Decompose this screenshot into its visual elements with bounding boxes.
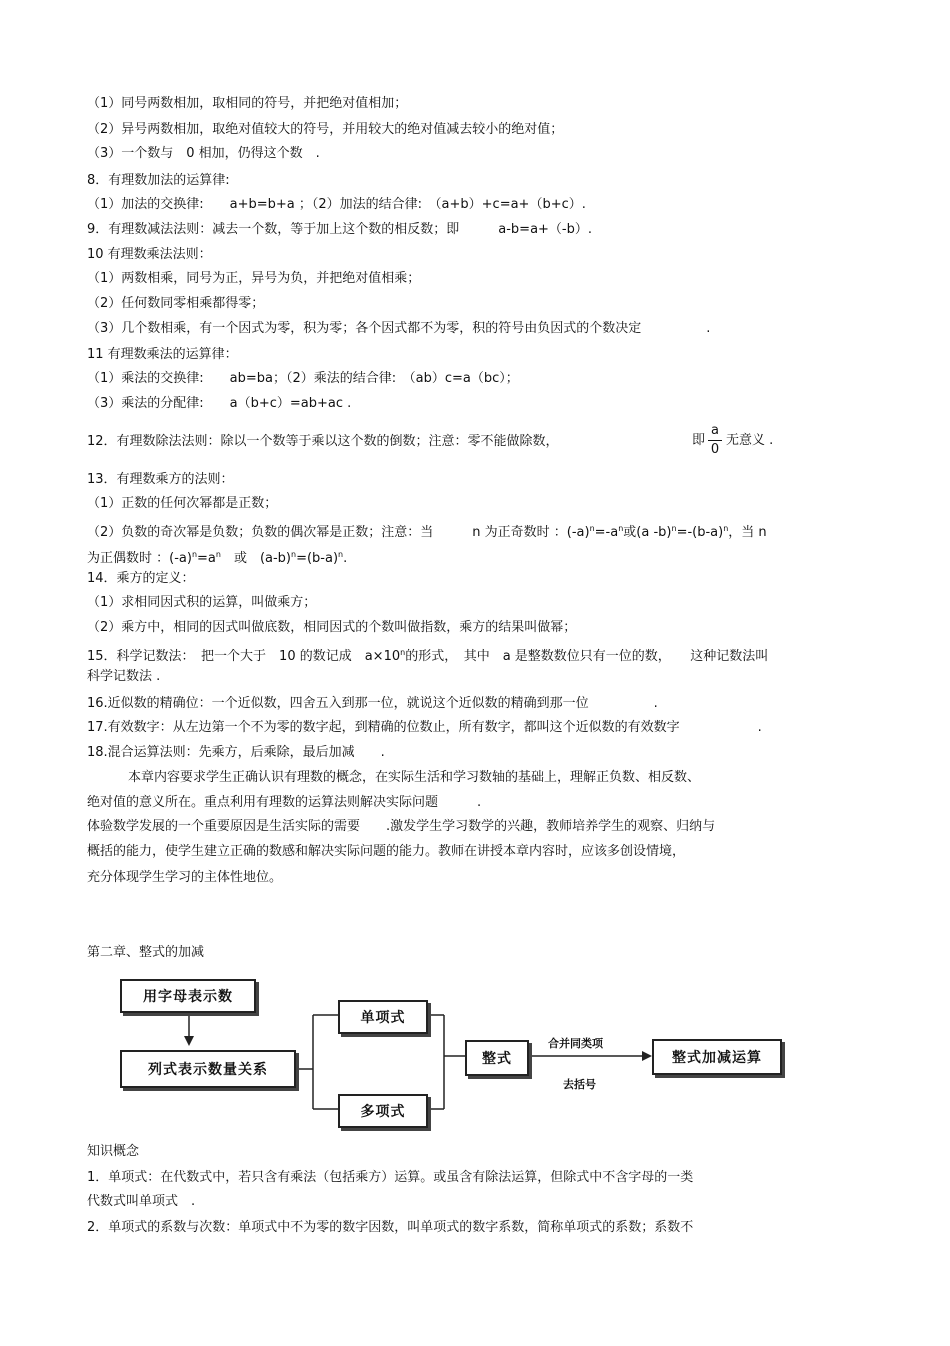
rule-13-heading: 13．有理数乘方的法则： [87,472,234,487]
box-monomial: 单项式 [338,1000,428,1034]
rule-7-2: （2）异号两数相加，取绝对值较大的符号，并用较大的绝对值减去较小的绝对值； [87,122,564,137]
rule-10-2: （2）任何数同零相乘都得零； [87,296,265,311]
exponent: n [618,524,624,533]
fraction-denominator: 0 [710,442,720,457]
exponent: n [400,648,406,657]
box-addition-subtraction: 整式加减运算 [652,1039,782,1075]
exponent: n [215,550,221,559]
rule-8-1: （1）加法的交换律: a+b=b+a ；（2）加法的结合律: （a+b）+c=a+（b+c）. [87,197,586,212]
concept-1-line1: 1．单项式：在代数式中，若只含有乘法（包括乘方）运算。或虽含有除法运算，但除式中不含字母的一类 [87,1170,694,1185]
concept-2-line1: 2．单项式的系数与次数：单项式中不为零的数字因数，叫单项式的数字系数，简称单项式的系数；系数不 [87,1220,694,1235]
rule-10-1: （1）两数相乘，同号为正，异号为负，并把绝对值相乘； [87,271,421,286]
chapter-2-title: 第二章、整式的加减 [87,945,205,960]
rule-8-heading: 8．有理数加法的运算律: [87,173,230,188]
rule-17: 17.有效数字：从左边第一个不为零的数字起，到精确的位数止，所有数字，都叫这个近似数的有效数字 . [87,720,762,735]
rule-12-after: 无意义 . [726,433,774,448]
rule-15-line2: 科学记数法 . [87,669,161,684]
rule-13-1: （1）正数的任何次幂都是正数； [87,496,278,511]
fraction-numerator: a [711,423,719,438]
edge-label-remove-brackets: 去括号 [563,1078,596,1091]
rule-14-2: （2）乘方中，相同的因式叫做底数，相同因式的个数叫做指数，乘方的结果叫做幂； [87,620,577,635]
summary-line-4: 概括的能力，使学生建立正确的数感和解决实际问题的能力。教师在讲授本章内容时，应该多创设情境， [87,844,686,859]
concept-title: 知识概念 [87,1144,140,1159]
rule-14-1: （1）求相同因式积的运算，叫做乘方； [87,595,317,610]
rule-7-1: （1）同号两数相加，取相同的符号，并把绝对值相加； [87,96,408,111]
exponent: n [291,550,297,559]
rule-12: 12．有理数除法法则：除以一个数等于乘以这个数的倒数；注意：零不能做除数， [87,434,559,449]
rule-12-ji: 即 [692,433,706,448]
summary-line-2: 绝对值的意义所在。重点利用有理数的运算法则解决实际问题 . [87,795,482,810]
text: =(b-a) [296,551,339,566]
text: （2）负数的奇次幂是负数；负数的偶次幂是正数；注意：当 n 为正奇数时 ：(-a) [87,525,590,540]
text: 或(a -b) [623,525,672,540]
text: 为正偶数时 ：(-a) [87,551,192,566]
rule-11-1: （1）乘法的交换律: ab=ba；（2）乘法的结合律: （ab）c=a（bc）； [87,371,519,386]
rule-9: 9．有理数减法法则：减去一个数，等于加上这个数的相反数；即 a-b=a+（-b）. [87,222,593,237]
text: =a [197,551,216,566]
text: =-(b-a) [676,525,724,540]
text: 15．科学记数法： 把一个大于 10 的数记成 a×10 [87,649,401,664]
rule-11-heading: 11 有理数乘法的运算律： [87,347,238,362]
box-quantity-relations: 列式表示数量关系 [120,1050,296,1088]
text: ，当 n [728,525,767,540]
exponent: n [191,550,198,559]
rule-11-2: （3）乘法的分配律: a（b+c）=ab+ac . [87,396,352,411]
summary-line-1: 本章内容要求学生正确认识有理数的概念，在实际生活和学习数轴的基础上，理解正负数、相反数、 [128,770,701,785]
text: . [343,551,348,566]
rule-10-3: （3）几个数相乘，有一个因式为零，积为零；各个因式都不为零，积的符号由负因式的个数决定 . [87,321,711,336]
rule-16: 16.近似数的精确位：一个近似数，四舍五入到那一位，就说这个近似数的精确到那一位 . [87,696,658,711]
rule-14-heading: 14．乘方的定义： [87,571,195,586]
exponent: n [589,524,595,533]
exponent: n [671,524,677,533]
rule-18: 18.混合运算法则：先乘方，后乘除，最后加减 . [87,745,385,760]
concept-1-line2: 代数式叫单项式 . [87,1194,196,1209]
exponent: n [723,524,729,533]
text: 的形式， 其中 a 是整数数位只有一位的数， 这种记数法叫 [405,649,769,664]
text: 或 (a-b) [220,551,292,566]
box-integral-expression: 整式 [465,1040,529,1076]
exponent: n [338,550,344,559]
rule-10-heading: 10 有理数乘法法则： [87,247,212,262]
edge-label-combine-like-terms: 合并同类项 [548,1037,603,1050]
text: =-a [594,525,619,540]
box-letters-represent-numbers: 用字母表示数 [120,979,256,1013]
summary-line-3: 体验数学发展的一个重要原因是生活实际的需要 .激发学生学习数学的兴趣，教师培养学生的观察、归纳与 [87,819,716,834]
box-polynomial: 多项式 [338,1094,428,1128]
rule-7-3: （3）一个数与 0 相加，仍得这个数 . [87,146,320,161]
summary-line-5: 充分体现学生学习的主体性地位。 [87,870,283,885]
